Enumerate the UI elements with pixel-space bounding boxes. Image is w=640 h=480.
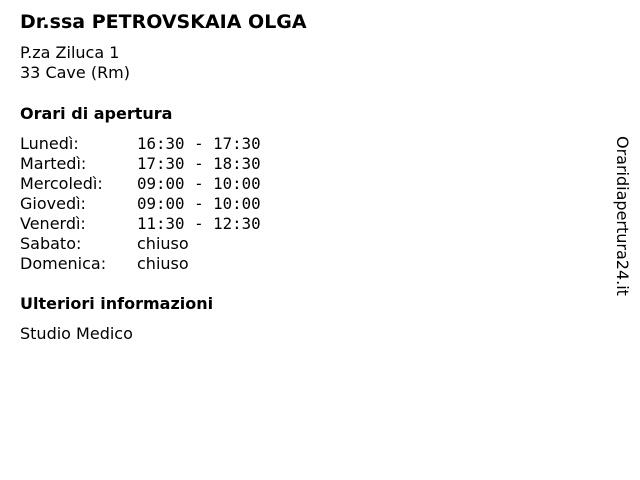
hours-row-tuesday [20,154,261,174]
day-label: Lunedì: [20,134,79,153]
day-label: Sabato: [20,234,82,253]
hours-value: 17:30 - 18:30 [137,154,261,173]
more-info-text: Studio Medico [20,324,133,343]
site-watermark [612,136,634,308]
address [20,43,130,83]
day-label: Martedì: [20,154,87,173]
opening-hours-heading: Orari di apertura [20,104,173,123]
hours-value: chiuso [137,234,189,253]
day-label: Venerdì: [20,214,86,233]
hours-row-friday [20,214,261,234]
day-label: Domenica: [20,254,107,273]
address-city: 33 Cave (Rm) [20,63,131,82]
more-info-heading: Ulteriori informazioni [20,294,214,313]
page-title: Dr.ssa PETROVSKAIA OLGA [20,11,307,33]
watermark-text: Oraridiapertura24.it [613,136,632,296]
hours-value: chiuso [137,254,189,273]
address-street: P.za Ziluca 1 [20,43,120,62]
hours-row-thursday [20,194,261,214]
hours-value: 09:00 - 10:00 [137,194,261,213]
hours-value: 11:30 - 12:30 [137,214,261,233]
day-label: Giovedì: [20,194,86,213]
hours-row-sunday [20,254,261,274]
hours-value: 16:30 - 17:30 [137,134,261,153]
hours-row-saturday [20,234,261,254]
hours-row-wednesday [20,174,261,194]
day-label: Mercoledì: [20,174,103,193]
opening-hours-table [20,134,261,274]
hours-value: 09:00 - 10:00 [137,174,261,193]
hours-row-monday [20,134,261,154]
